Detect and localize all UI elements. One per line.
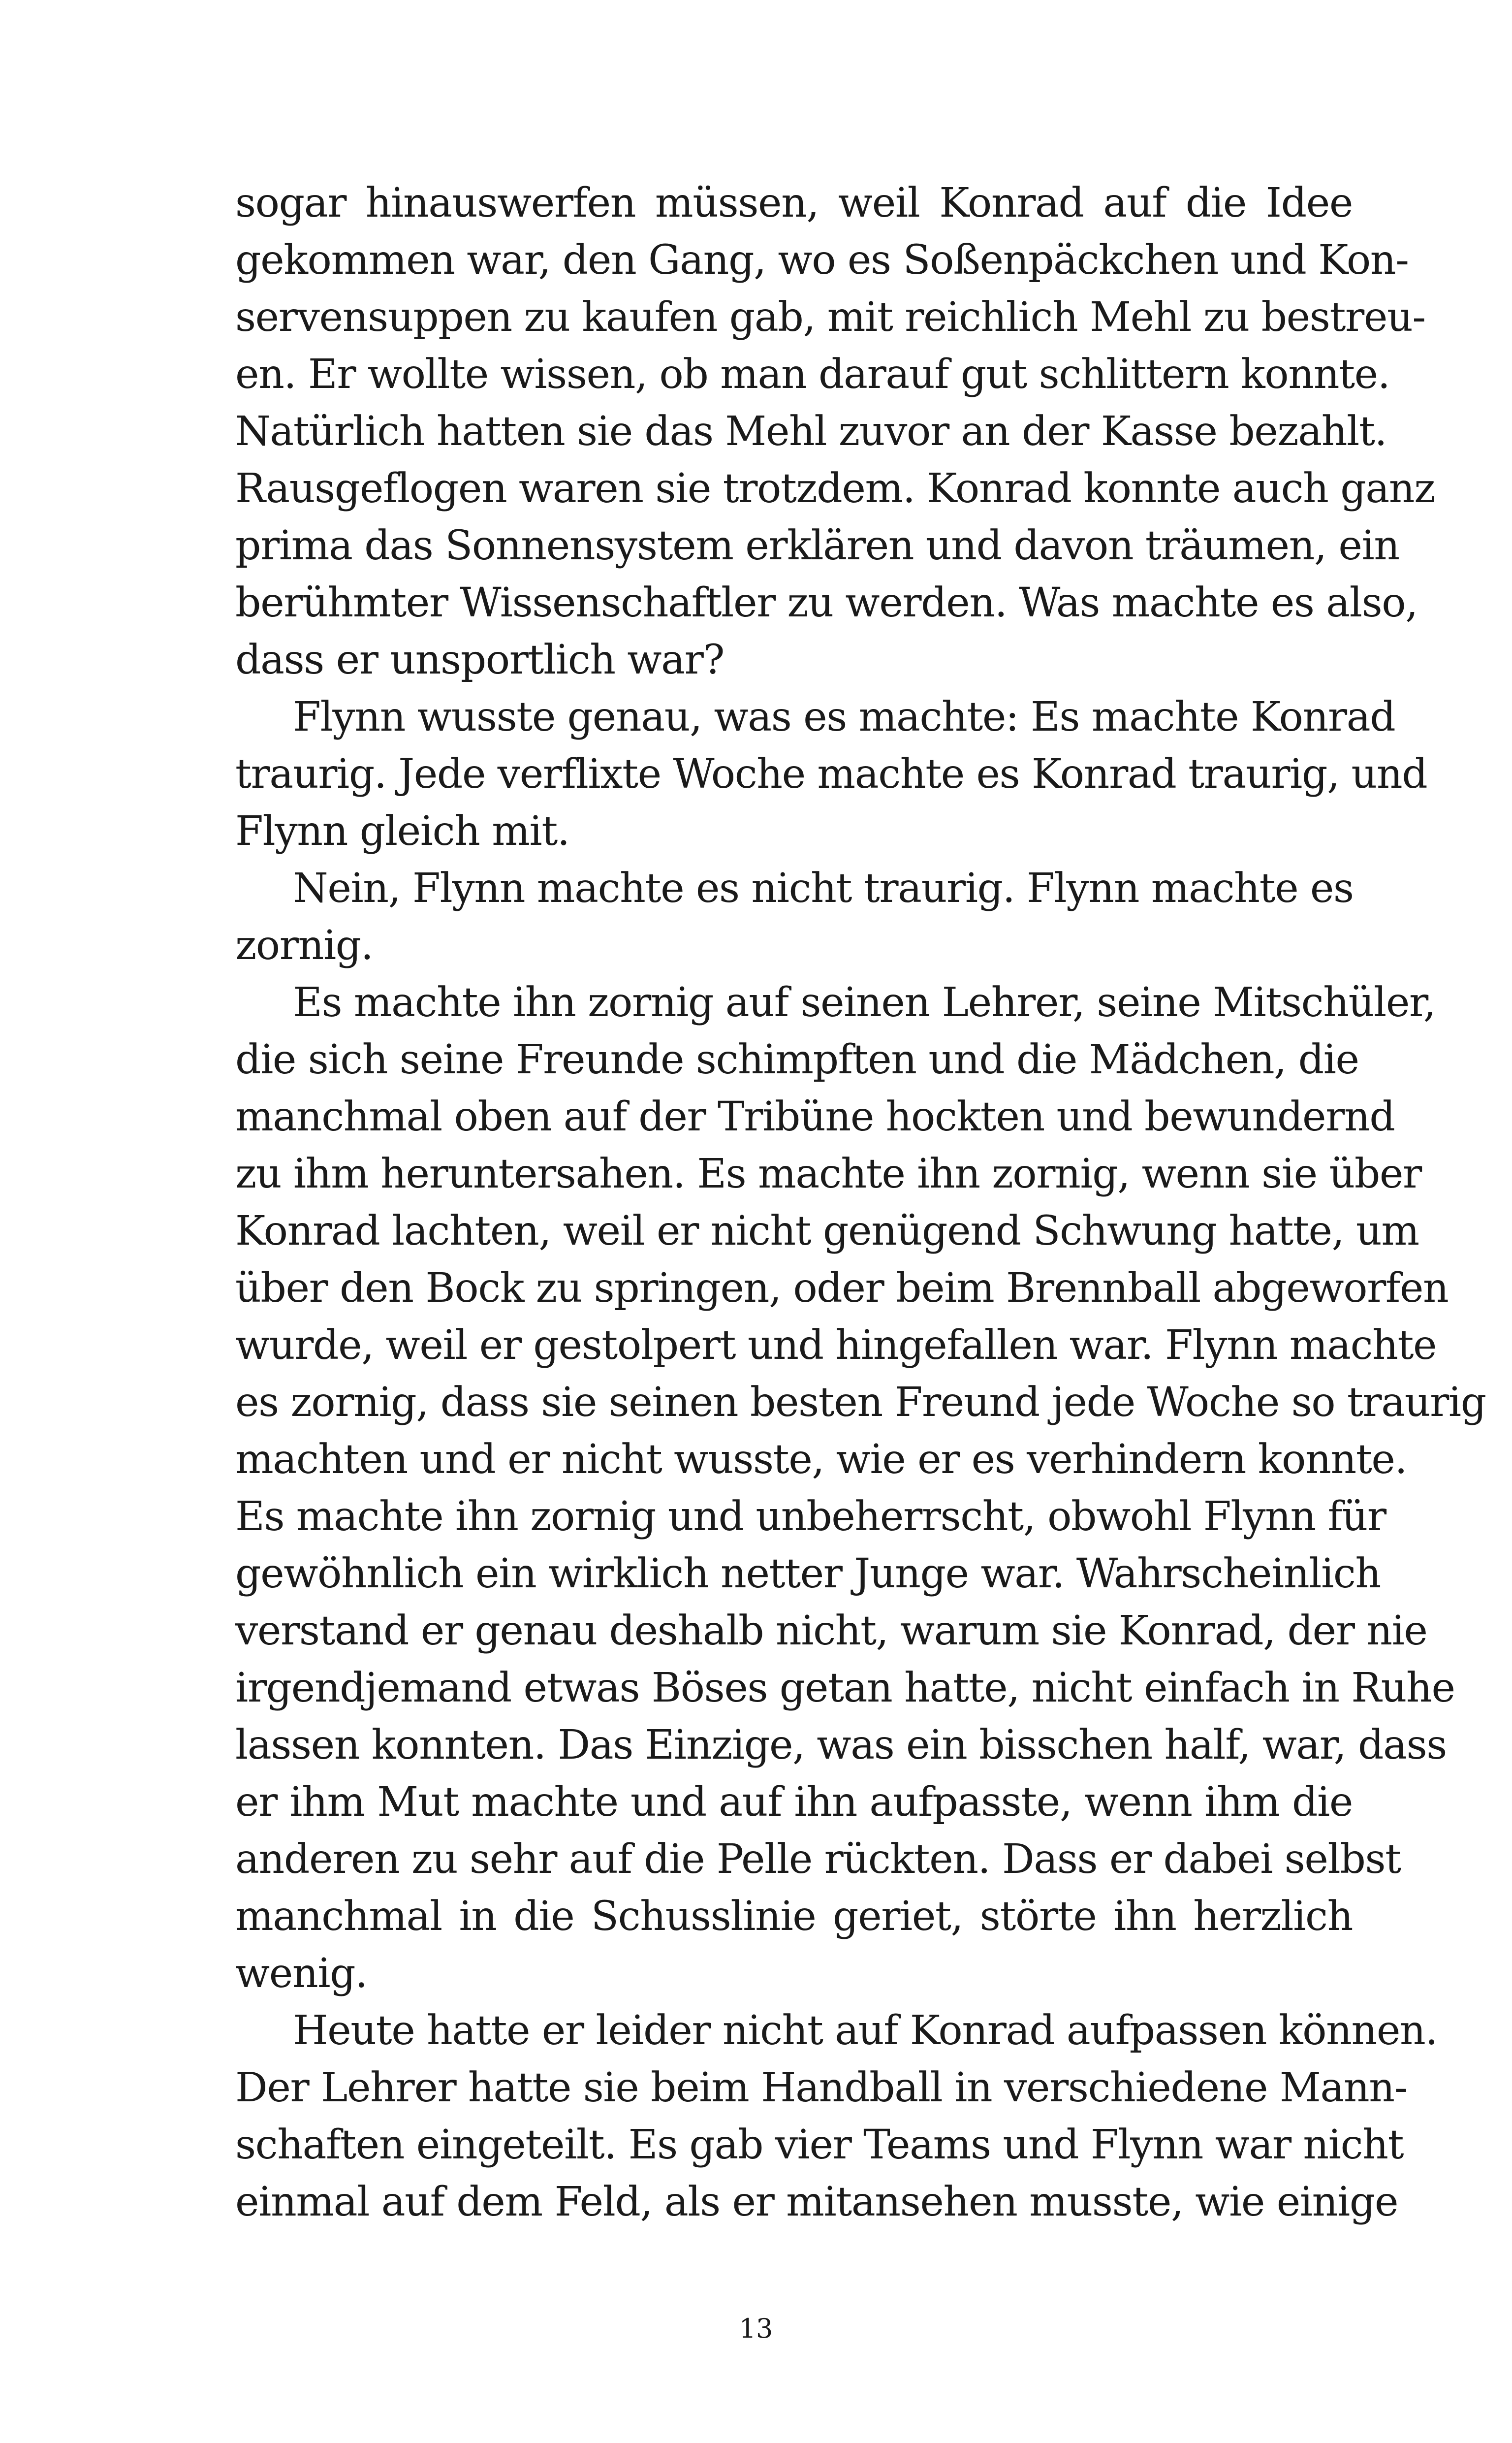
text-line: irgendjemand etwas Böses getan hatte, nicht einfach in Ruhe — [235, 1665, 1455, 1711]
body-text — [235, 175, 1486, 2231]
text-line: Rausgeflogen waren sie trotzdem. Konrad konnte auch ganz — [235, 465, 1435, 512]
text-line: zu ihm heruntersahen. Es machte ihn zornig, wenn sie über — [235, 1151, 1421, 1197]
text-line: dass er unsportlich war? — [235, 637, 724, 683]
text-line: gewöhnlich ein wirklich netter Junge war. Wahrscheinlich — [235, 1550, 1381, 1597]
text-line: Flynn wusste genau, was es machte: Es machte Konrad — [293, 694, 1395, 740]
text-line: Konrad lachten, weil er nicht genügend Schwung hatte, um — [235, 1208, 1419, 1254]
text-line: manchmal in die Schusslinie geriet, störte ihn herzlich — [235, 1893, 1353, 1940]
page-number: 13 — [739, 2313, 773, 2344]
paragraph — [235, 860, 1353, 974]
text-line: schaften eingeteilt. Es gab vier Teams und Flynn war nicht — [235, 2122, 1404, 2168]
text-line: wurde, weil er gestolpert und hingefallen war. Flynn machte — [235, 1322, 1437, 1369]
text-line: Flynn gleich mit. — [235, 808, 569, 855]
text-line: er ihm Mut machte und auf ihn aufpasste, wenn ihm die — [235, 1779, 1353, 1826]
text-line: Es machte ihn zornig und unbeherrscht, obwohl Flynn für — [235, 1493, 1386, 1540]
text-line: anderen zu sehr auf die Pelle rückten. Dass er dabei selbst — [235, 1836, 1401, 1883]
text-line: Es machte ihn zornig auf seinen Lehrer, seine Mitschüler, — [293, 979, 1436, 1026]
text-line: wenig. — [235, 1950, 367, 1997]
text-line: zornig. — [235, 922, 373, 969]
paragraph — [235, 689, 1427, 860]
text-line: sogar hinauswerfen müssen, weil Konrad auf die Idee — [235, 180, 1353, 226]
text-line: Heute hatte er leider nicht auf Konrad aufpassen können. — [293, 2007, 1438, 2054]
text-line: einmal auf dem Feld, als er mitansehen musste, wie einige — [235, 2179, 1398, 2225]
text-line: servensuppen zu kaufen gab, mit reichlich Mehl zu bestreu- — [235, 294, 1425, 341]
text-line: manchmal oben auf der Tribüne hockten und bewundernd — [235, 1093, 1395, 1140]
text-line: prima das Sonnensystem erklären und davon träumen, ein — [235, 522, 1399, 569]
text-line: gekommen war, den Gang, wo es Soßenpäckchen und Kon- — [235, 237, 1409, 284]
text-line: machten und er nicht wusste, wie er es verhindern konnte. — [235, 1436, 1407, 1483]
text-line: berühmter Wissenschaftler zu werden. Was machte es also, — [235, 579, 1418, 626]
paragraph — [235, 974, 1486, 2002]
text-line: traurig. Jede verflixte Woche machte es Konrad traurig, und — [235, 751, 1427, 798]
text-line: die sich seine Freunde schimpften und die Mädchen, die — [235, 1036, 1359, 1083]
text-line: Natürlich hatten sie das Mehl zuvor an der Kasse bezahlt. — [235, 408, 1387, 455]
text-line: über den Bock zu springen, oder beim Brennball abgeworfen — [235, 1265, 1449, 1312]
paragraph — [235, 2002, 1438, 2231]
text-line: es zornig, dass sie seinen besten Freund jede Woche so traurig — [235, 1379, 1486, 1426]
text-line: Der Lehrer hatte sie beim Handball in verschiedene Mann- — [235, 2064, 1407, 2111]
paragraph — [235, 175, 1435, 689]
text-line: verstand er genau deshalb nicht, warum sie Konrad, der nie — [235, 1607, 1427, 1654]
text-line: Nein, Flynn machte es nicht traurig. Flynn machte es — [293, 865, 1354, 912]
text-line: en. Er wollte wissen, ob man darauf gut schlittern konnte. — [235, 351, 1390, 398]
text-line: lassen konnten. Das Einzige, was ein bisschen half, war, dass — [235, 1722, 1447, 1768]
